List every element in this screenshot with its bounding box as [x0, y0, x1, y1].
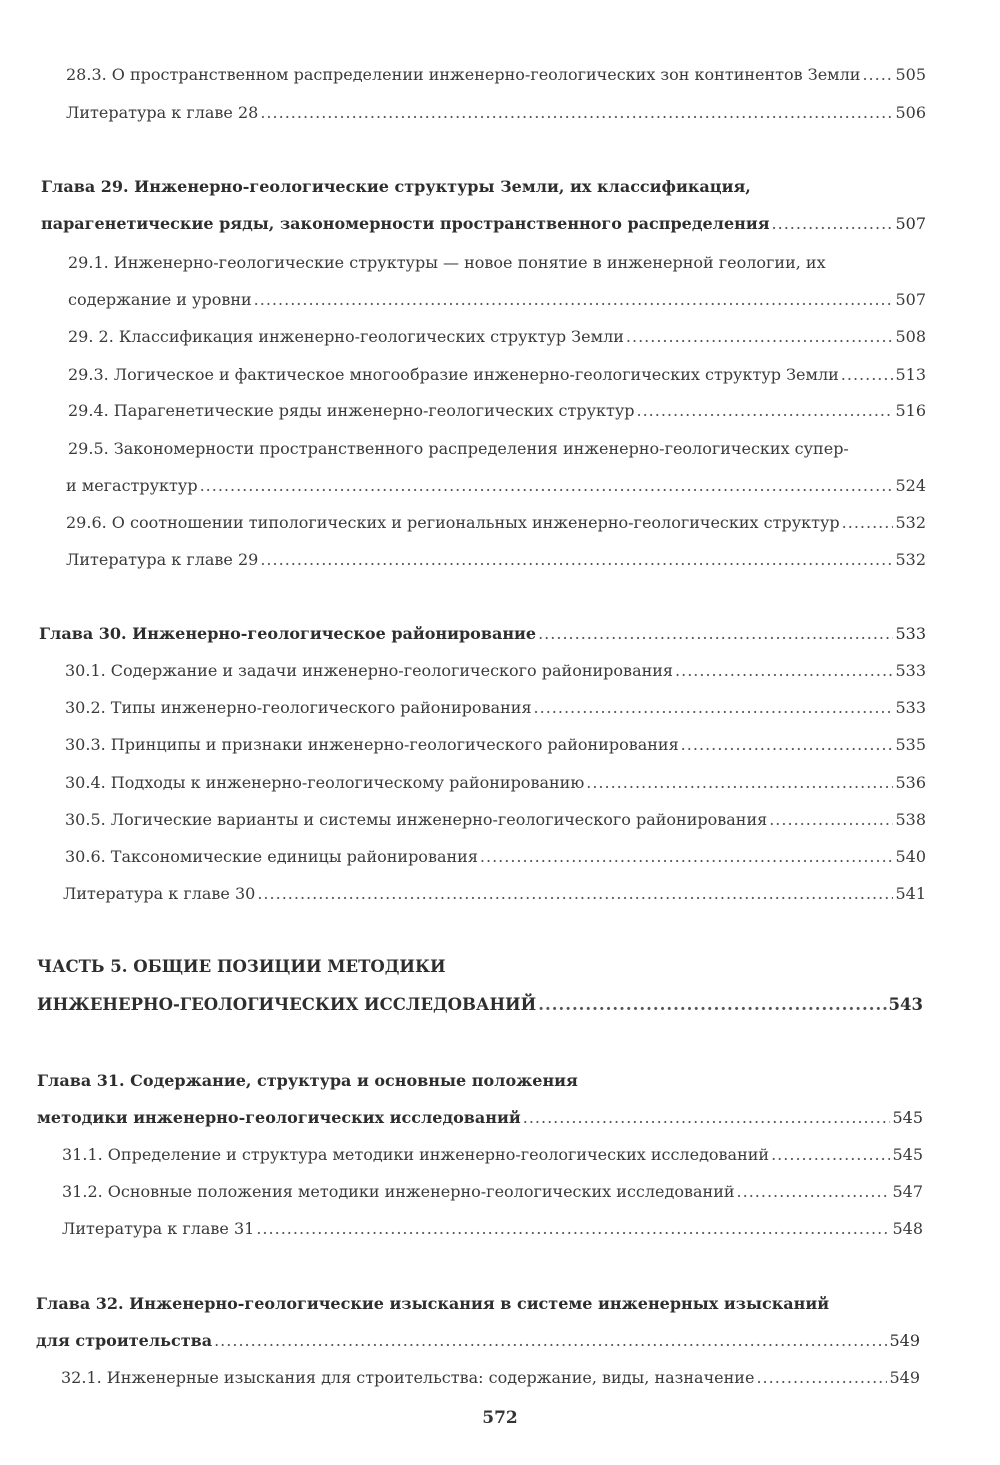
toc-entry-page: 533: [895, 661, 926, 680]
part-heading: ЧАСТЬ 5. ОБЩИЕ ПОЗИЦИИ МЕТОДИКИ: [37, 957, 446, 976]
toc-entry-title: и мегаструктур: [66, 476, 198, 495]
toc-entry-title: 29.4. Парагенетические ряды инженерно-геологических структур: [68, 401, 635, 420]
toc-entry-title: 29.6. О соотношении типологических и региональных инженерно-геологических структур: [66, 513, 840, 532]
toc-entry-page: 505: [895, 65, 926, 84]
toc-entry-title: Литература к главе 31: [62, 1219, 255, 1238]
chapter-heading-entry: [37, 1107, 923, 1129]
toc-entry-title: Литература к главе 30: [63, 884, 256, 903]
toc-entry-title: 30.3. Принципы и признаки инженерно-геологического районирования: [65, 735, 679, 754]
dot-leader: [842, 512, 894, 534]
toc-entry-page: 548: [892, 1219, 923, 1238]
chapter-heading: Глава 29. Инженерно-геологические структуры Земли, их классификация,: [41, 177, 751, 196]
toc-entry-page: 533: [895, 624, 926, 643]
toc-entry-page: 507: [895, 290, 926, 309]
dot-leader: [675, 660, 893, 682]
toc-entry-page: 545: [892, 1145, 923, 1164]
chapter-heading: Глава 31. Содержание, структура и основные положения: [37, 1071, 578, 1090]
toc-entry-page: 547: [892, 1182, 923, 1201]
toc-entry-page: 532: [895, 550, 926, 569]
dot-leader: [769, 809, 893, 831]
dot-leader: [681, 734, 894, 756]
toc-entry-title: содержание и уровни: [68, 290, 252, 309]
toc-entry-title: 29.3. Логическое и фактическое многообразие инженерно-геологических структур Земли: [68, 365, 839, 384]
toc-entry-title: 30.5. Логические варианты и системы инженерно-геологического районирования: [65, 810, 768, 829]
toc-entry: [68, 289, 926, 311]
toc-entry-title: Литература к главе 29: [66, 550, 259, 569]
toc-entry-page: 508: [895, 327, 926, 346]
toc-entry-page: 545: [892, 1108, 923, 1127]
dot-leader: [260, 102, 893, 124]
toc-entry-page: 507: [895, 214, 926, 233]
toc-entry: [65, 734, 926, 756]
dot-leader: [214, 1330, 887, 1352]
toc-entry: [62, 1218, 923, 1240]
toc-entry-page: 549: [889, 1368, 920, 1387]
chapter-heading: Глава 32. Инженерно-геологические изыскания в системе инженерных изысканий: [36, 1294, 830, 1313]
dot-leader: [200, 475, 894, 497]
toc-entry: [63, 883, 926, 905]
toc-entry: [68, 364, 926, 386]
toc-entry: [66, 549, 926, 571]
toc-entry-page: 513: [895, 365, 926, 384]
dot-leader: [480, 846, 894, 868]
dot-leader: [862, 64, 893, 86]
toc-entry: [62, 1181, 923, 1203]
toc-entry-page: 541: [895, 884, 926, 903]
toc-entry-page: 538: [895, 810, 926, 829]
toc-entry-title: 29.1. Инженерно-геологические структуры — новое понятие в инженерной геологии, их: [68, 253, 826, 272]
page-number: 572: [482, 1408, 518, 1428]
chapter-heading-entry: [41, 213, 926, 235]
part-heading-entry: [37, 994, 923, 1016]
toc-entry: [65, 809, 926, 831]
dot-leader: [626, 326, 894, 348]
dot-leader: [257, 883, 893, 905]
dot-leader: [260, 549, 893, 571]
toc-entry: [66, 475, 926, 497]
toc-entry-page: 540: [895, 847, 926, 866]
dot-leader: [756, 1367, 887, 1389]
dot-leader: [586, 772, 893, 794]
toc-entry-title: Глава 30. Инженерно-геологическое районирование: [39, 624, 537, 643]
toc-entry-page: 543: [888, 995, 923, 1014]
toc-entry-title: 29. 2. Классификация инженерно-геологических структур Земли: [68, 327, 624, 346]
toc-entry: [65, 697, 926, 719]
dot-leader: [538, 623, 893, 645]
toc-entry: [66, 64, 926, 86]
chapter-heading-entry: [36, 1330, 920, 1352]
dot-leader: [254, 289, 894, 311]
dot-leader: [534, 697, 894, 719]
dot-leader: [636, 400, 893, 422]
toc-entry: [65, 772, 926, 794]
chapter-heading-entry: [39, 623, 926, 645]
dot-leader: [737, 1181, 891, 1203]
dot-leader: [772, 213, 894, 235]
toc-entry-page: 533: [895, 698, 926, 717]
dot-leader: [523, 1107, 891, 1129]
toc-entry-title: 31.1. Определение и структура методики инженерно-геологических исследований: [62, 1145, 770, 1164]
toc-entry: [62, 1144, 923, 1166]
toc-entry-title: парагенетические ряды, закономерности пространственного распределения: [41, 214, 770, 233]
toc-entry-page: 516: [895, 401, 926, 420]
toc-entry-title: 30.6. Таксономические единицы районирования: [65, 847, 478, 866]
toc-entry-title: 32.1. Инженерные изыскания для строительства: содержание, виды, назначение: [61, 1368, 755, 1387]
toc-entry-page: 536: [895, 773, 926, 792]
toc-entry-title: 28.3. О пространственном распределении инженерно-геологических зон континентов Земли: [66, 65, 861, 84]
dot-leader: [538, 994, 886, 1016]
toc-entry-title: ИНЖЕНЕРНО-ГЕОЛОГИЧЕСКИХ ИССЛЕДОВАНИЙ: [37, 995, 537, 1014]
toc-entry: [68, 326, 926, 348]
toc-entry-title: 30.1. Содержание и задачи инженерно-геологического районирования: [65, 661, 674, 680]
toc-entry-title: методики инженерно-геологических исследований: [37, 1108, 521, 1127]
toc-entry-page: 535: [895, 735, 926, 754]
toc-entry-title: 30.2. Типы инженерно-геологического районирования: [65, 698, 532, 717]
toc-entry-title: 31.2. Основные положения методики инженерно-геологических исследований: [62, 1182, 735, 1201]
toc-entry-title: для строительства: [36, 1331, 213, 1350]
toc-entry-page: 532: [895, 513, 926, 532]
toc-entry: [66, 102, 926, 124]
dot-leader: [256, 1218, 890, 1240]
toc-entry: [66, 512, 926, 534]
toc-entry: [61, 1367, 920, 1389]
toc-entry-title: 29.5. Закономерности пространственного распределения инженерно-геологических супер-: [68, 439, 849, 458]
toc-entry-title: Литература к главе 28: [66, 103, 259, 122]
toc-entry: [65, 846, 926, 868]
dot-leader: [771, 1144, 890, 1166]
toc-entry: [68, 400, 926, 422]
toc-entry-page: 549: [889, 1331, 920, 1350]
toc-entry-page: 524: [895, 476, 926, 495]
toc-entry-title: 30.4. Подходы к инженерно-геологическому районированию: [65, 773, 585, 792]
toc-entry: [65, 660, 926, 682]
toc-entry-page: 506: [895, 103, 926, 122]
dot-leader: [841, 364, 894, 386]
